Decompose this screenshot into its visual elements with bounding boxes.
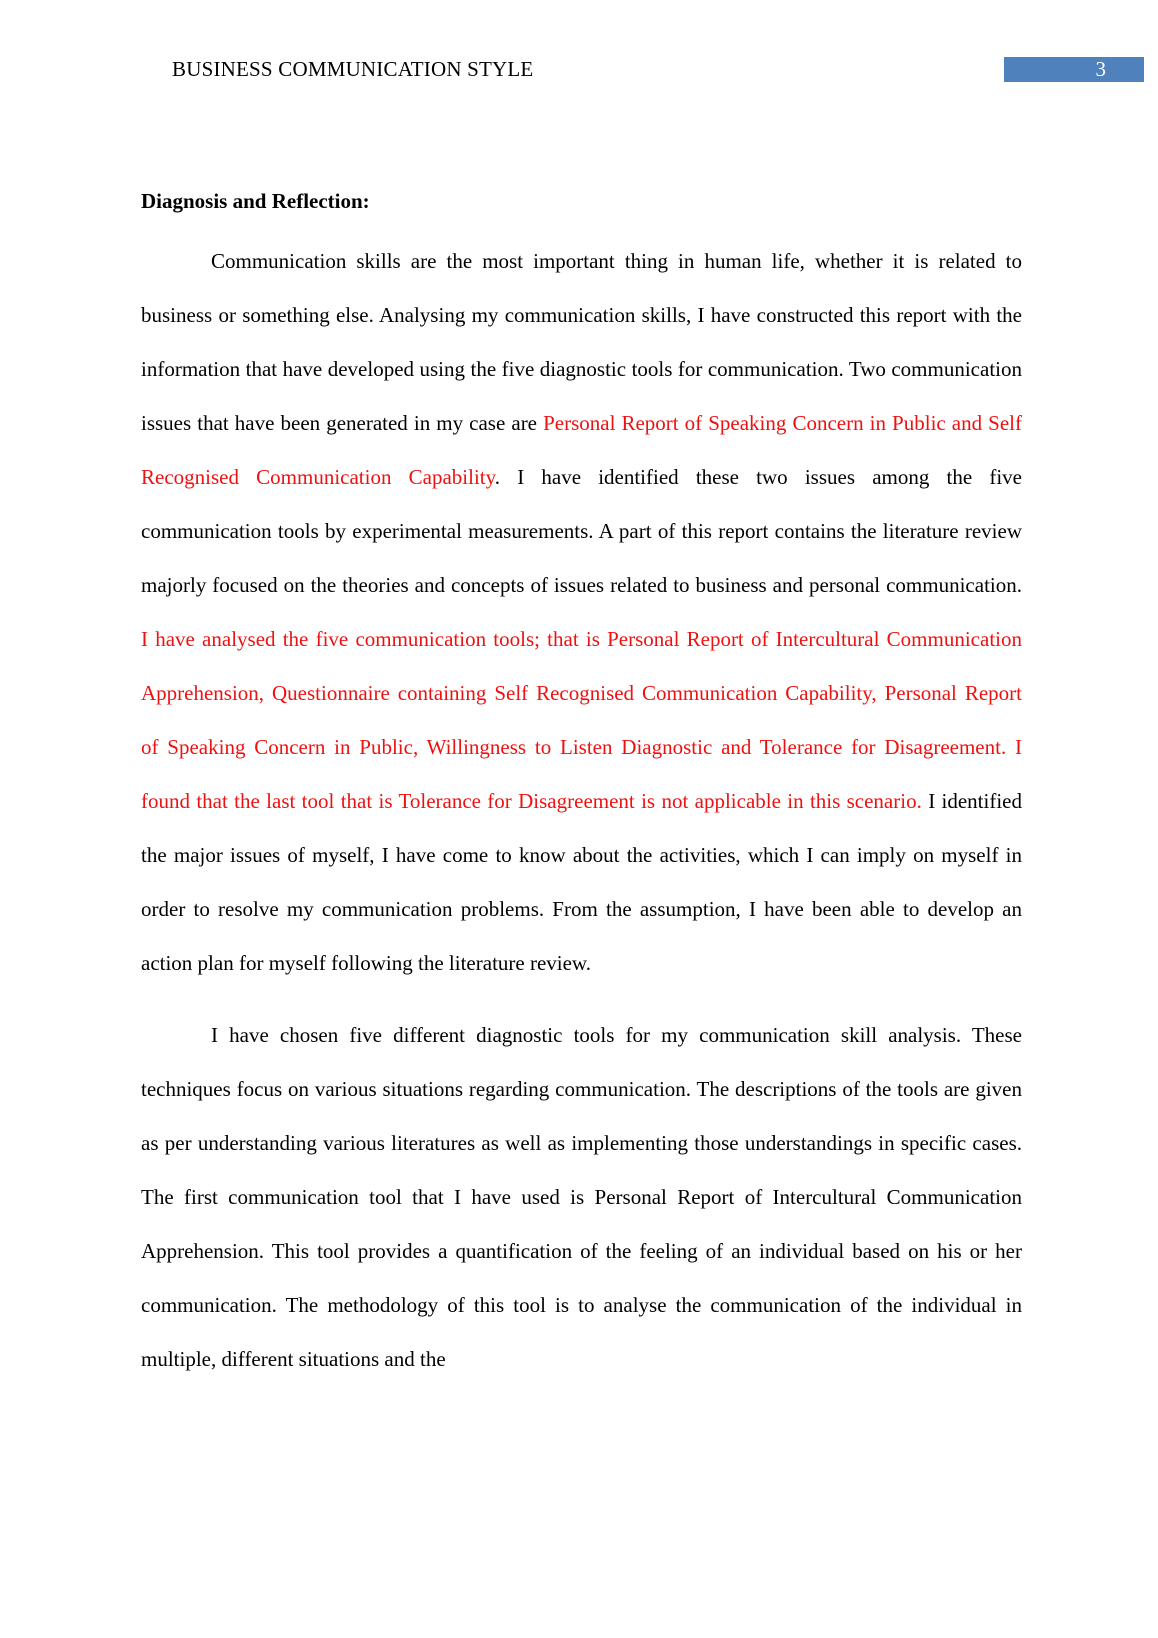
- paragraph1-text-b: . I have identified these two issues among the five communication tools by experimental measurements. A part of this report contains the literature review majorly focused on the theories and concepts of issues related to business and personal communication.: [141, 465, 1023, 597]
- page-number-box: [1004, 57, 1144, 82]
- highlighted-issues: Personal Report of Speaking Concern in Public and Self Recognised Communication Capability: [141, 411, 1023, 489]
- paragraph1-text-c: I identified the major issues of myself, I have come to know about the activities, which I can imply on myself in order to resolve my communication problems. From the assumption, I have been able to develop an action plan for myself following the literature review.: [141, 789, 1022, 975]
- paragraph-tools: I have chosen five different diagnostic tools for my communication skill analysis. These techniques focus on various situations regarding communication. The descriptions of the tools are given as per understanding various literatures as well as implementing those understandings in specific cases. The first communication tool that I have used is Personal Report of Intercultural Communication Apprehension. This tool provides a quantification of the feeling of an individual based on his or her communication. The methodology of this tool is to analyse the communication of the individual in multiple, different situations and the: [141, 1023, 1022, 1371]
- paragraph-diagnosis: [141, 234, 1022, 990]
- paragraph1-text-a: Communication skills are the most important thing in human life, whether it is related to business or something else. Analysing my communication skills, I have constructed this report with the information that have developed using the five diagnostic tools for communication. Two communication issues that have been generated in my case are: [141, 249, 1022, 435]
- running-head-title: BUSINESS COMMUNICATION STYLE: [172, 57, 534, 81]
- document-body: [141, 180, 1022, 1404]
- page-number: 3: [1095, 57, 1106, 81]
- section-heading: Diagnosis and Reflection:: [141, 189, 370, 213]
- highlighted-tools-analysis: I have analysed the five communication tools; that is Personal Report of Intercultural Communication Apprehension, Questionnaire containing Self Recognised Communication Capability, Personal Report of Speaking Concern in Public, Willingness to Listen Diagnostic and Tolerance for Disagreement. I found that the last tool that is Tolerance for Disagreement is not applicable in this scenario.: [141, 627, 1022, 813]
